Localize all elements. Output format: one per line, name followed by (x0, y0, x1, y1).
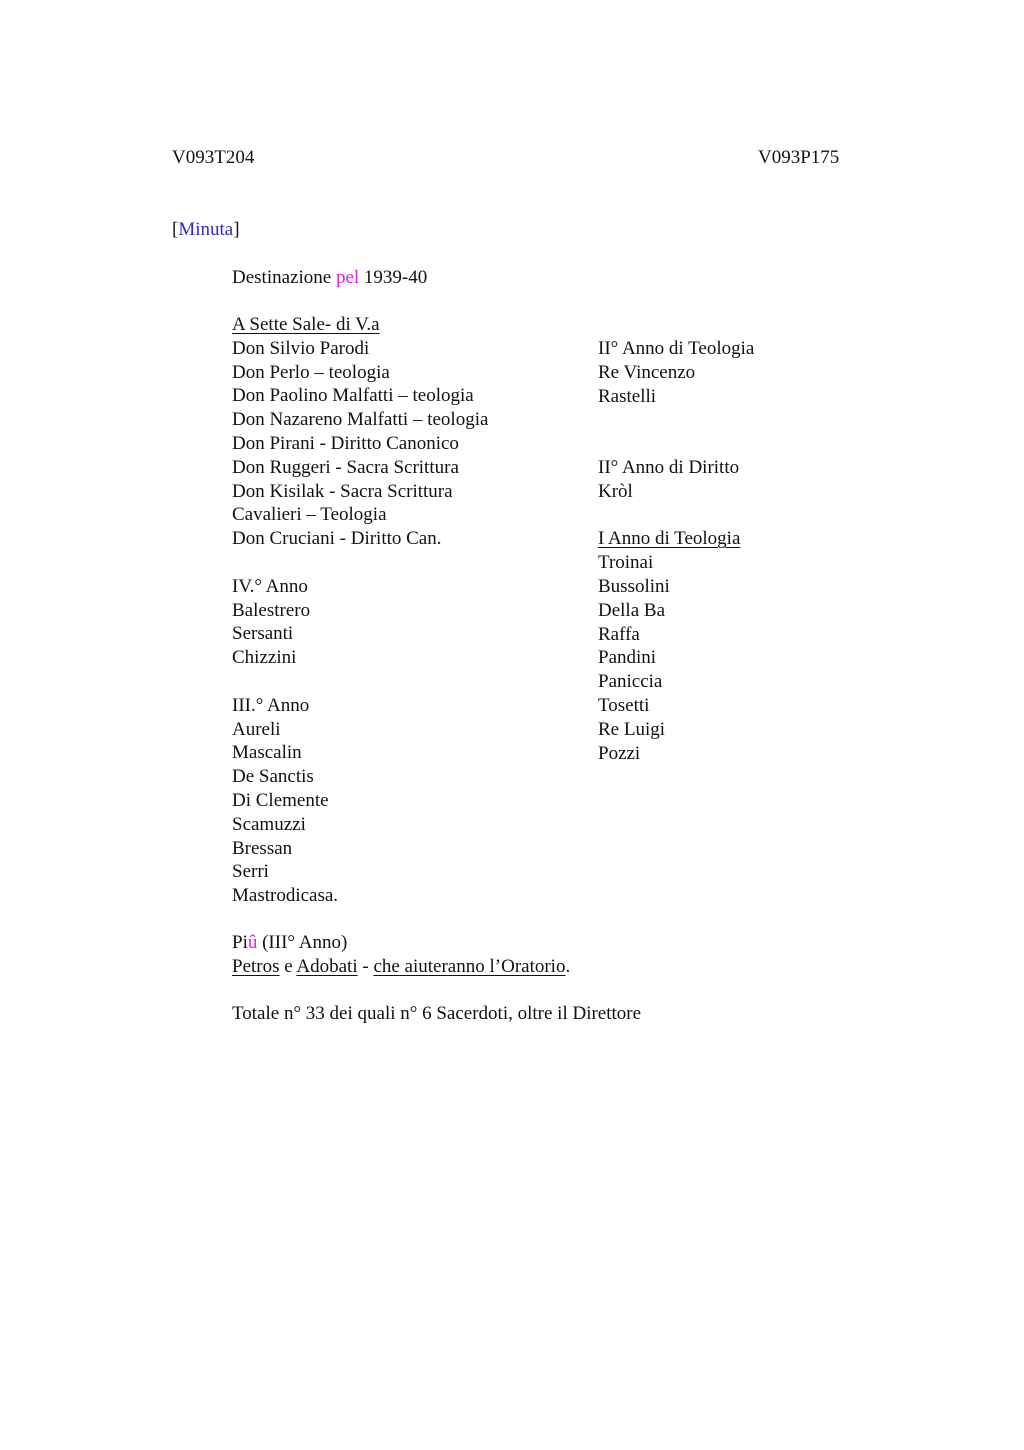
addendum-dash: - (357, 956, 374, 977)
student-item: Troinai (598, 552, 654, 574)
priest-item: Don Cruciani - Diritto Can. (232, 528, 442, 550)
student-item: Sersanti (232, 623, 294, 645)
document-code-right: V093P175 (758, 147, 840, 168)
addendum-name-petros: Petros (232, 956, 280, 977)
minuta-word: Minuta (178, 219, 234, 240)
student-item: Bussolini (598, 575, 670, 597)
student-item: Balestrero (232, 599, 311, 621)
student-item: Mastrodicasa. (232, 885, 339, 907)
priest-item: Don Perlo – teologia (232, 361, 390, 383)
section-heading-sette-sale: A Sette Sale- di V.a (232, 314, 380, 335)
fourth-year-title: IV.° Anno (232, 575, 308, 597)
priest-item: Cavalieri – Teologia (232, 504, 387, 526)
minuta-open-bracket: [ (172, 219, 179, 240)
addendum-period: . (565, 956, 571, 977)
left-column (232, 313, 488, 908)
student-item: Scamuzzi (232, 813, 306, 835)
student-item: Re Luigi (598, 718, 666, 740)
first-theology-title: I Anno di Teologia (598, 528, 741, 550)
addendum-prefix: Pi (232, 932, 248, 953)
addendum-line-2 (232, 955, 570, 979)
destination-line (232, 266, 427, 290)
student-item: Raffa (598, 623, 640, 645)
minuta-close-bracket: ] (233, 219, 240, 240)
addendum-highlight: û (247, 932, 258, 953)
student-item: Pozzi (598, 742, 641, 764)
right-column (598, 337, 754, 765)
student-item: Aureli (232, 718, 281, 740)
student-item: Kròl (598, 480, 633, 502)
student-item: De Sanctis (232, 766, 314, 788)
total-line: Totale n° 33 dei quali n° 6 Sacerdoti, oltre il Direttore (232, 1003, 642, 1024)
third-year-title: III.° Anno (232, 694, 310, 716)
blank-line (232, 551, 488, 575)
blank-line (598, 504, 754, 528)
student-item: Tosetti (598, 694, 650, 716)
addendum-conj: e (279, 956, 297, 977)
addendum-purpose: che aiuteranno l’Oratorio (373, 956, 566, 977)
student-item: Mascalin (232, 742, 302, 764)
addendum-suffix: (III° Anno) (257, 932, 348, 953)
second-law-title: II° Anno di Diritto (598, 456, 740, 478)
priest-item: Don Silvio Parodi (232, 337, 370, 359)
student-item: Di Clemente (232, 789, 329, 811)
second-theology-title: II° Anno di Teologia (598, 338, 755, 359)
student-item: Bressan (232, 837, 293, 859)
destination-suffix: 1939-40 (359, 267, 428, 288)
student-item: Re Vincenzo (598, 361, 696, 383)
student-item: Chizzini (232, 647, 297, 669)
student-item: Rastelli (598, 385, 657, 407)
priest-item: Don Ruggeri - Sacra Scrittura (232, 456, 459, 478)
priest-item: Don Pirani - Diritto Canonico (232, 432, 459, 454)
addendum-line-1 (232, 931, 347, 955)
student-item: Serri (232, 861, 269, 883)
priest-item: Don Kisilak - Sacra Scrittura (232, 480, 453, 502)
minuta-label (172, 218, 240, 242)
student-item: Della Ba (598, 599, 666, 621)
blank-line (232, 670, 488, 694)
destination-highlight: pel (335, 267, 360, 288)
priest-item: Don Paolino Malfatti – teologia (232, 385, 474, 407)
priest-item: Don Nazareno Malfatti – teologia (232, 409, 489, 431)
document-code-left: V093T204 (172, 147, 255, 168)
blank-line (598, 432, 754, 456)
destination-prefix: Destinazione (232, 267, 336, 288)
blank-line (598, 408, 754, 432)
student-item: Paniccia (598, 671, 663, 693)
student-item: Pandini (598, 647, 657, 669)
addendum-name-adobati: Adobati (296, 956, 358, 977)
